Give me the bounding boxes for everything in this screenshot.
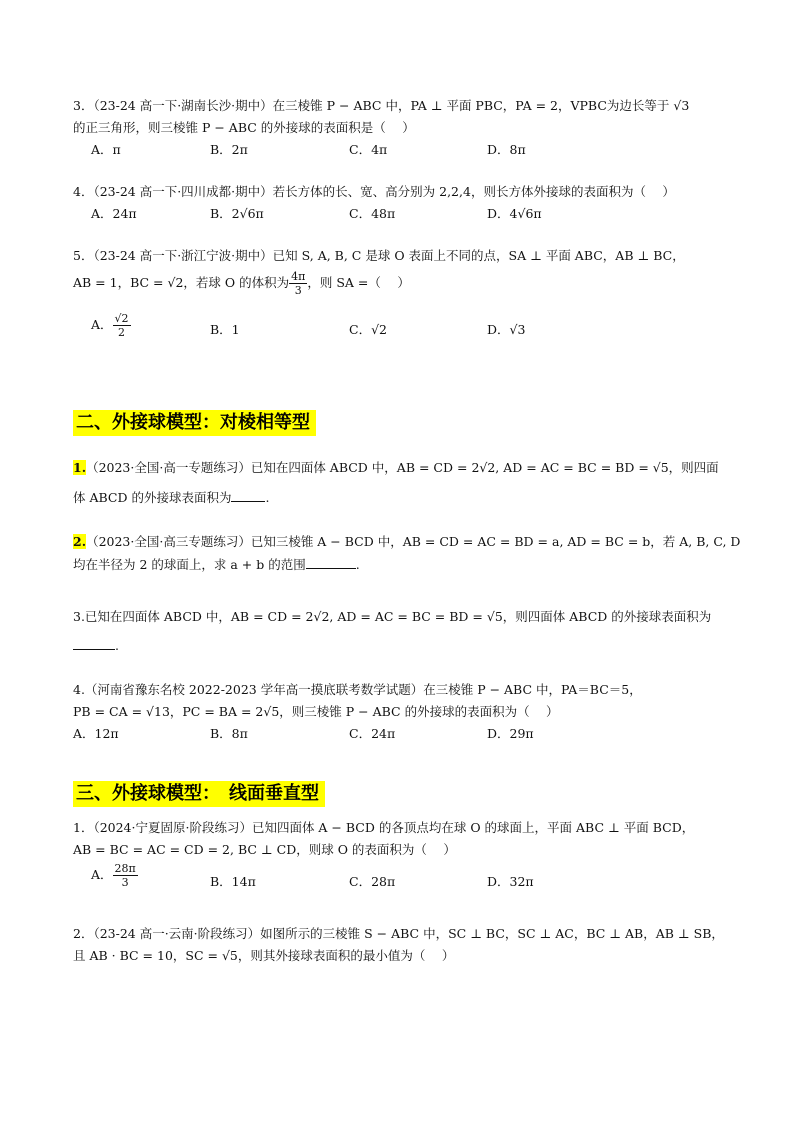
s2-q3-line1: 3.已知在四面体 ABCD 中，AB = CD = 2√2, AD = AC = BC = BD = √5，则四面体 ABCD 的外接球表面积为 bbox=[73, 609, 712, 624]
s3-q1-line2: AB = BC = AC = CD = 2, BC ⊥ CD，则球 O 的表面积为（ ） bbox=[73, 842, 456, 857]
s1-q4-option-d: D．4√6π bbox=[487, 206, 542, 221]
s2-q2-answer-blank[interactable] bbox=[306, 567, 356, 569]
s2-q1-line2-text: 体 ABCD 的外接球表面积为 bbox=[73, 490, 232, 505]
s1-q5-fraction bbox=[289, 270, 307, 297]
s1-q4-option-b: B．2√6π bbox=[210, 206, 264, 221]
s1-q5-fraction-denominator: 3 bbox=[294, 284, 302, 297]
s1-q3-line2: 的正三角形，则三棱锥 P − ABC 的外接球的表面积是（ ） bbox=[73, 120, 415, 135]
s2-q2-line2-end: . bbox=[355, 557, 360, 572]
s2-q2-text: （2023·全国·高三专题练习）已知三棱锥 A − BCD 中，AB = CD = AC = BD = a, AD = BC = b，若 A, B, C, D bbox=[86, 534, 741, 549]
s2-q2-number: 2. bbox=[73, 534, 87, 549]
s1-q5-option-c: C．√2 bbox=[349, 322, 387, 337]
s2-q2-line1 bbox=[73, 532, 740, 550]
s3-q1-option-d: D．32π bbox=[487, 874, 534, 889]
s2-q2-line2 bbox=[73, 555, 360, 573]
s1-q5-option-b: B．1 bbox=[210, 322, 240, 337]
s3-q1-option-a-label: A． bbox=[91, 867, 113, 882]
s3-q1-option-c: C．28π bbox=[349, 874, 396, 889]
s1-q4-option-a: A．24π bbox=[91, 206, 137, 221]
s3-q1-option-b: B．14π bbox=[210, 874, 256, 889]
s1-q3-line1: 3．（23-24 高一下·湖南长沙·期中）在三棱锥 P − ABC 中，PA ⊥ 平面 PBC，PA = 2，VPBC为边长等于 √3 bbox=[73, 98, 690, 113]
s3-q1-line1: 1．（2024·宁夏固原·阶段练习）已知四面体 A − BCD 的各顶点均在球 O 的球面上，平面 ABC ⊥ 平面 BCD， bbox=[73, 820, 695, 835]
s1-q3-option-c: C．4π bbox=[349, 142, 388, 157]
s2-q4-option-b: B．8π bbox=[210, 726, 248, 741]
s3-q2-line2: 且 AB · BC = 10，SC = √5，则其外接球表面积的最小值为（ ） bbox=[73, 948, 455, 963]
s2-q2-line2-text: 均在半径为 2 的球面上，求 a + b 的范围 bbox=[73, 557, 306, 572]
s1-q5-line2-start: AB = 1，BC = √2，若球 O 的体积为 bbox=[73, 275, 290, 290]
s2-q1-number: 1. bbox=[73, 460, 87, 475]
s3-q1-option-a-fraction bbox=[113, 862, 138, 889]
s1-q5-option-a-numerator: √2 bbox=[114, 312, 129, 325]
s2-q1-line1 bbox=[73, 458, 719, 476]
s1-q4-line1: 4．（23-24 高一下·四川成都·期中）若长方体的长、宽、高分别为 2,2,4，则长方体外接球的表面积为（ ） bbox=[73, 184, 675, 199]
s3-q1-option-a-denominator: 3 bbox=[121, 876, 129, 889]
s1-q4-option-c: C．48π bbox=[349, 206, 396, 221]
s1-q5-line2-end: ，则 SA =（ ） bbox=[307, 275, 410, 290]
s1-q5-fraction-numerator: 4π bbox=[291, 270, 306, 283]
s2-q4-line2: PB = CA = √13，PC = BA = 2√5，则三棱锥 P − ABC 的外接球的表面积为（ ） bbox=[73, 704, 559, 719]
s1-q5-option-a-label: A． bbox=[91, 317, 113, 332]
s2-q1-line2 bbox=[73, 488, 269, 506]
s2-q4-line1: 4.（河南省豫东名校 2022-2023 学年高一摸底联考数学试题）在三棱锥 P − ABC 中，PA＝BC＝5， bbox=[73, 682, 642, 697]
s2-q3-answer-blank[interactable] bbox=[73, 648, 115, 650]
s1-q3-option-d: D．8π bbox=[487, 142, 526, 157]
s1-q5-option-a-denominator: 2 bbox=[118, 326, 126, 339]
s1-q5-option-a-fraction bbox=[113, 312, 131, 339]
section-3-heading: 三、外接球模型： 线面垂直型 bbox=[73, 781, 325, 807]
s3-q1-option-a bbox=[91, 862, 138, 889]
s1-q5-line1: 5．（23-24 高一下·浙江宁波·期中）已知 S, A, B, C 是球 O 表面上不同的点，SA ⊥ 平面 ABC，AB ⊥ BC， bbox=[73, 248, 685, 263]
s1-q3-option-a: A．π bbox=[91, 142, 121, 157]
s3-q2-line1: 2．（23-24 高一·云南·阶段练习）如图所示的三棱锥 S − ABC 中，SC ⊥ BC，SC ⊥ AC，BC ⊥ AB，AB ⊥ SB， bbox=[73, 926, 724, 941]
s2-q1-line2-end: . bbox=[265, 490, 270, 505]
s1-q5-line2 bbox=[73, 270, 410, 297]
s1-q5-option-a bbox=[91, 312, 131, 339]
s3-q1-option-a-numerator: 28π bbox=[114, 862, 136, 875]
s2-q1-text: （2023·全国·高一专题练习）已知在四面体 ABCD 中，AB = CD = 2√2, AD = AC = BC = BD = √5，则四面 bbox=[86, 460, 719, 475]
s2-q3-line2 bbox=[73, 638, 119, 653]
s2-q4-option-c: C．24π bbox=[349, 726, 396, 741]
s2-q3-line2-end: . bbox=[115, 638, 119, 653]
s2-q4-option-d: D．29π bbox=[487, 726, 534, 741]
s2-q1-answer-blank[interactable] bbox=[231, 500, 265, 502]
s1-q3-option-b: B．2π bbox=[210, 142, 248, 157]
section-2-heading: 二、外接球模型：对棱相等型 bbox=[73, 410, 316, 436]
s2-q4-option-a: A．12π bbox=[73, 726, 119, 741]
s1-q5-option-d: D．√3 bbox=[487, 322, 526, 337]
